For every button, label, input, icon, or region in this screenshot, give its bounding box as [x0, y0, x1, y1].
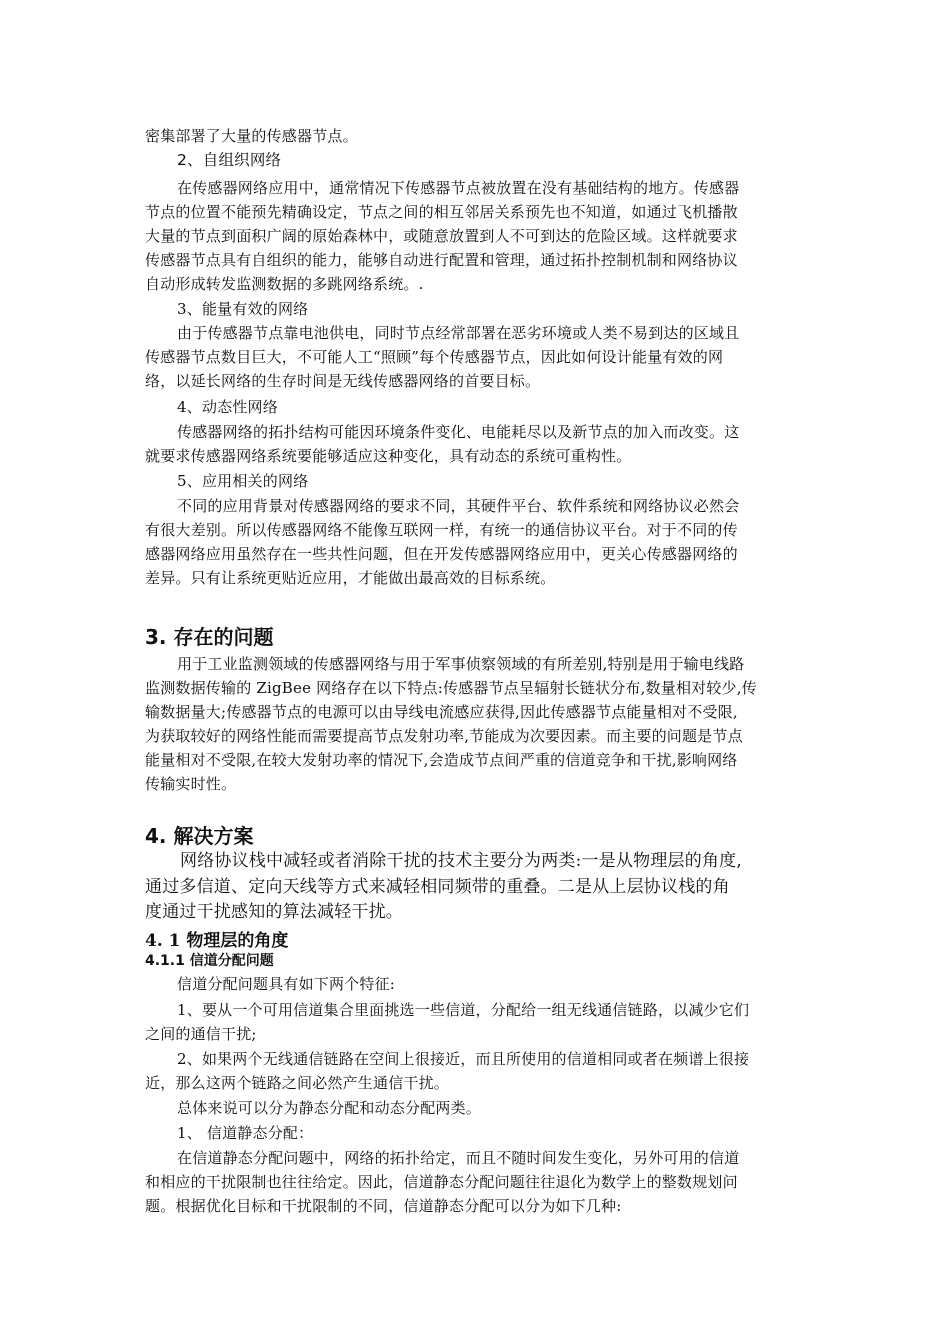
text-line: 传感器节点数目巨大，不可能人工“照顾”每个传感器节点，因此如何设计能量有效的网 [145, 348, 724, 366]
text-line: 网络协议栈中减轻或者消除干扰的技术主要分为两类:一是从物理层的角度, [180, 851, 742, 871]
text-line: 大量的节点到面积广阔的原始森林中，或随意放置到人不可到达的危险区域。这样就要求 [145, 227, 738, 245]
text-line: 传输实时性。 [145, 775, 237, 793]
text-line: 节点的位置不能预先精确设定，节点之间的相互邻居关系预先也不知道，如通过飞机播散 [145, 203, 738, 221]
text-line: 在传感器网络应用中，通常情况下传感器节点被放置在没有基础结构的地方。传感器 [177, 179, 740, 197]
text-line: 为获取较好的网络性能而需要提高节点发射功率,节能成为次要因素。而主要的问题是节点 [145, 727, 743, 745]
text-line: 在信道静态分配问题中，网络的拓扑给定，而且不随时间发生变化，另外可用的信道 [177, 1149, 740, 1167]
text-line: 差异。只有让系统更贴近应用，才能做出最高效的目标系统。 [145, 569, 556, 587]
text-line: 近，那么这两个链路之间必然产生通信干扰。 [145, 1074, 450, 1092]
text-line: 1、要从一个可用信道集合里面挑选一些信道，分配给一组无线通信链路，以减少它们 [177, 1001, 750, 1019]
text-line: 传感器节点具有自组织的能力，能够自动进行配置和管理，通过拓扑控制机制和网络协议 [145, 251, 738, 269]
text-line: 2、如果两个无线通信链路在空间上很接近，而且所使用的信道相同或者在频谱上很接 [177, 1050, 750, 1068]
text-line: 之间的通信干扰; [145, 1025, 257, 1043]
text-line: 传感器网络的拓扑结构可能因环境条件变化、电能耗尽以及新节点的加入而改变。这 [177, 423, 740, 441]
text-line: 由于传感器节点靠电池供电，同时节点经常部署在恶劣环境或人类不易到达的区域且 [177, 324, 740, 342]
list-heading-2: 2、自组织网络 [177, 151, 282, 169]
list-heading-4: 4、动态性网络 [177, 398, 278, 416]
text-line: 自动形成转发监测数据的多跳网络系统。. [145, 275, 424, 293]
text-line: 通过多信道、定向天线等方式来减轻相同频带的重叠。二是从上层协议栈的角 [145, 877, 730, 897]
subsection-4-1-heading: 4. 1 物理层的角度 [145, 931, 289, 951]
text-line: 络，以延长网络的生存时间是无线传感器网络的首要目标。 [145, 372, 541, 390]
text-line: 输数据量大;传感器节点的电源可以由导线电流感应获得,因此传感器节点能量相对不受限, [145, 703, 738, 721]
text-line: 不同的应用背景对传感器网络的要求不同，其硬件平台、软件系统和网络协议必然会 [177, 497, 740, 515]
section-4-heading: 4. 解决方案 [145, 824, 254, 848]
subsection-4-1-1-heading: 4.1.1 信道分配问题 [145, 953, 274, 969]
section-3-heading: 3. 存在的问题 [145, 625, 274, 649]
text-line: 信道分配问题具有如下两个特征: [177, 975, 396, 993]
text-line: 感器网络应用虽然存在一些共性问题，但在开发传感器网络应用中，更关心传感器网络的 [145, 545, 738, 563]
text-line: 就要求传感器网络系统要能够适应这种变化，具有动态的系统可重构性。 [145, 447, 632, 465]
text-line: 度通过干扰感知的算法减轻干扰。 [145, 902, 403, 922]
text-line: 密集部署了大量的传感器节点。 [145, 127, 358, 145]
text-line: 题。根据优化目标和干扰限制的不同，信道静态分配可以分为如下几种: [145, 1197, 622, 1215]
text-line: 能量相对不受限,在较大发射功率的情况下,会造成节点间严重的信道竞争和干扰,影响网络 [145, 751, 738, 769]
text-line: 和相应的干扰限制也往往给定。因此，信道静态分配问题往往退化为数学上的整数规划问 [145, 1173, 738, 1191]
list-heading-5: 5、应用相关的网络 [177, 472, 309, 490]
text-line: 用于工业监测领域的传感器网络与用于军事侦察领域的有所差别,特别是用于输电线路 [177, 655, 745, 673]
list-heading-static-allocation: 1、 信道静态分配： [177, 1124, 314, 1142]
text-line: 监测数据传输的 ZigBee 网络存在以下特点:传感器节点呈辐射长链状分布,数量相对较少,传 [145, 679, 757, 697]
list-heading-3: 3、能量有效的网络 [177, 300, 309, 318]
text-line: 总体来说可以分为静态分配和动态分配两类。 [177, 1099, 482, 1117]
text-line: 有很大差别。所以传感器网络不能像互联网一样，有统一的通信协议平台。对于不同的传 [145, 521, 738, 539]
